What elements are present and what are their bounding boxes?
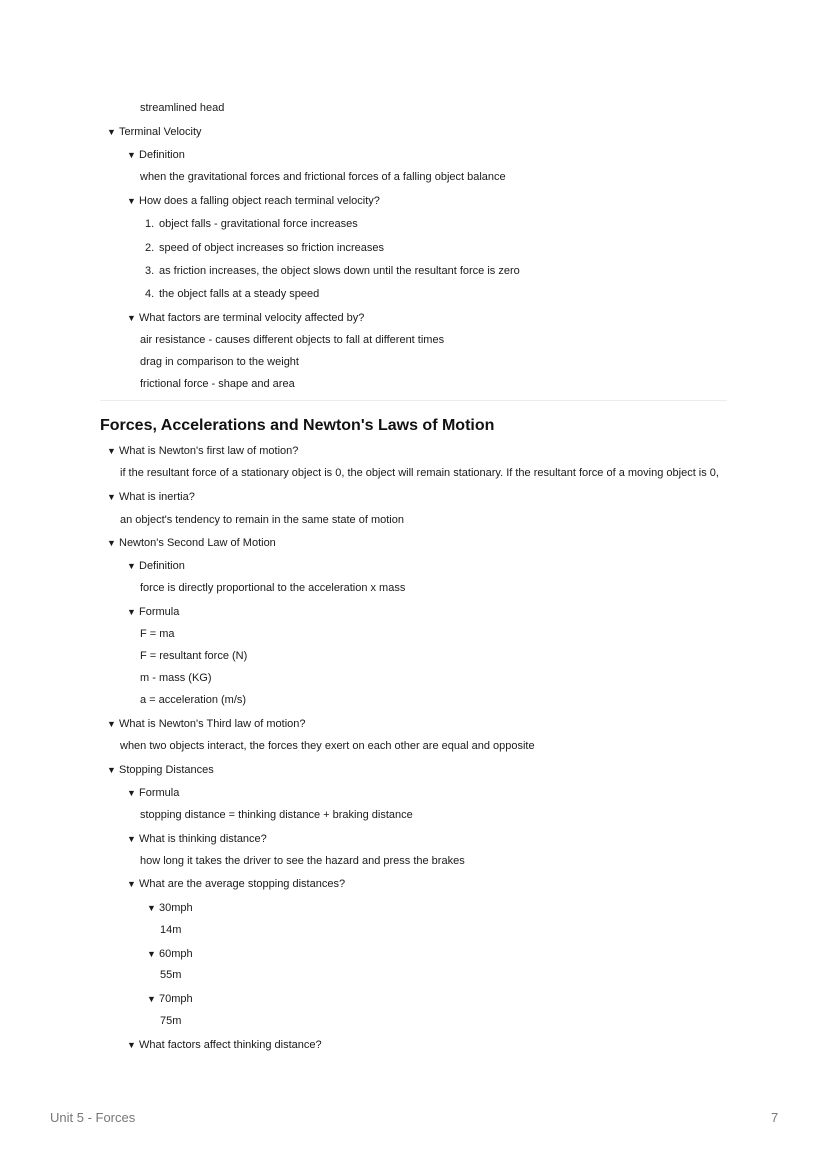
toggle-terminal-velocity[interactable]: ▼ Terminal Velocity bbox=[107, 126, 202, 138]
note-text: stopping distance = thinking distance + braking distance bbox=[140, 809, 413, 821]
toggle-triangle-icon[interactable]: ▼ bbox=[147, 903, 156, 913]
toggle-triangle-icon[interactable]: ▼ bbox=[107, 765, 116, 775]
toggle-triangle-icon[interactable]: ▼ bbox=[147, 949, 156, 959]
page-number: 7 bbox=[771, 1110, 779, 1125]
toggle-triangle-icon[interactable]: ▼ bbox=[127, 313, 136, 323]
toggle-triangle-icon[interactable]: ▼ bbox=[107, 719, 116, 729]
toggle-newton-first-law[interactable]: ▼ What is Newton's first law of motion? bbox=[107, 445, 299, 457]
note-text: frictional force - shape and area bbox=[140, 378, 295, 390]
note-text: air resistance - causes different objects to fall at different times bbox=[140, 334, 445, 346]
toggle-60mph[interactable]: ▼ 60mph bbox=[147, 948, 193, 960]
note-text: when two objects interact, the forces they exert on each other are equal and opposite bbox=[120, 740, 535, 752]
toggle-thinking-distance[interactable]: ▼ What is thinking distance? bbox=[127, 833, 267, 845]
section-divider bbox=[100, 400, 727, 401]
toggle-definition[interactable]: ▼ Definition bbox=[127, 149, 185, 161]
footer-title: Unit 5 - Forces bbox=[50, 1110, 136, 1125]
note-text: how long it takes the driver to see the hazard and press the brakes bbox=[140, 855, 465, 867]
toggle-triangle-icon[interactable]: ▼ bbox=[107, 492, 116, 502]
note-text: 55m bbox=[160, 969, 182, 981]
toggle-triangle-icon[interactable]: ▼ bbox=[127, 607, 136, 617]
toggle-reach-terminal-velocity[interactable]: ▼ How does a falling object reach terminal velocity? bbox=[127, 195, 380, 207]
toggle-formula[interactable]: ▼ Formula bbox=[127, 606, 180, 618]
toggle-triangle-icon[interactable]: ▼ bbox=[127, 561, 136, 571]
numbered-item: 3. as friction increases, the object slows down until the resultant force is zero bbox=[145, 265, 520, 277]
note-text: drag in comparison to the weight bbox=[140, 356, 299, 368]
toggle-triangle-icon[interactable]: ▼ bbox=[127, 834, 136, 844]
toggle-70mph[interactable]: ▼ 70mph bbox=[147, 993, 193, 1005]
toggle-formula[interactable]: ▼ Formula bbox=[127, 787, 180, 799]
note-text: F = ma bbox=[140, 628, 175, 640]
toggle-definition[interactable]: ▼ Definition bbox=[127, 560, 185, 572]
toggle-triangle-icon[interactable]: ▼ bbox=[107, 127, 116, 137]
toggle-30mph[interactable]: ▼ 30mph bbox=[147, 902, 193, 914]
toggle-inertia[interactable]: ▼ What is inertia? bbox=[107, 491, 195, 503]
note-text: F = resultant force (N) bbox=[140, 650, 248, 662]
note-text: m - mass (KG) bbox=[140, 672, 212, 684]
toggle-terminal-velocity-factors[interactable]: ▼ What factors are terminal velocity affected by? bbox=[127, 312, 365, 324]
numbered-item: 1. object falls - gravitational force increases bbox=[145, 218, 358, 230]
note-text: streamlined head bbox=[140, 102, 225, 114]
toggle-thinking-distance-factors[interactable]: ▼ What factors affect thinking distance? bbox=[127, 1039, 322, 1051]
note-text: 14m bbox=[160, 924, 182, 936]
toggle-triangle-icon[interactable]: ▼ bbox=[127, 879, 136, 889]
toggle-triangle-icon[interactable]: ▼ bbox=[127, 150, 136, 160]
toggle-triangle-icon[interactable]: ▼ bbox=[127, 196, 136, 206]
note-text: 75m bbox=[160, 1015, 182, 1027]
toggle-newton-second-law[interactable]: ▼ Newton's Second Law of Motion bbox=[107, 537, 276, 549]
numbered-item: 2. speed of object increases so friction increases bbox=[145, 242, 385, 254]
numbered-item: 4. the object falls at a steady speed bbox=[145, 288, 320, 300]
note-text: a = acceleration (m/s) bbox=[140, 694, 247, 706]
toggle-stopping-distances[interactable]: ▼ Stopping Distances bbox=[107, 764, 214, 776]
toggle-triangle-icon[interactable]: ▼ bbox=[107, 538, 116, 548]
toggle-triangle-icon[interactable]: ▼ bbox=[147, 994, 156, 1004]
note-text: force is directly proportional to the acceleration x mass bbox=[140, 582, 406, 594]
note-text: if the resultant force of a stationary object is 0, the object will remain stationary. If the resultant force of a moving object is 0, bbox=[120, 467, 719, 479]
section-heading: Forces, Accelerations and Newton's Laws of Motion bbox=[100, 417, 495, 434]
toggle-average-stopping-distances[interactable]: ▼ What are the average stopping distances? bbox=[127, 878, 346, 890]
toggle-triangle-icon[interactable]: ▼ bbox=[127, 788, 136, 798]
toggle-triangle-icon[interactable]: ▼ bbox=[127, 1040, 136, 1050]
note-text: when the gravitational forces and frictional forces of a falling object balance bbox=[140, 171, 506, 183]
toggle-newton-third-law[interactable]: ▼ What is Newton's Third law of motion? bbox=[107, 718, 306, 730]
note-text: an object's tendency to remain in the same state of motion bbox=[120, 514, 404, 526]
toggle-triangle-icon[interactable]: ▼ bbox=[107, 446, 116, 456]
